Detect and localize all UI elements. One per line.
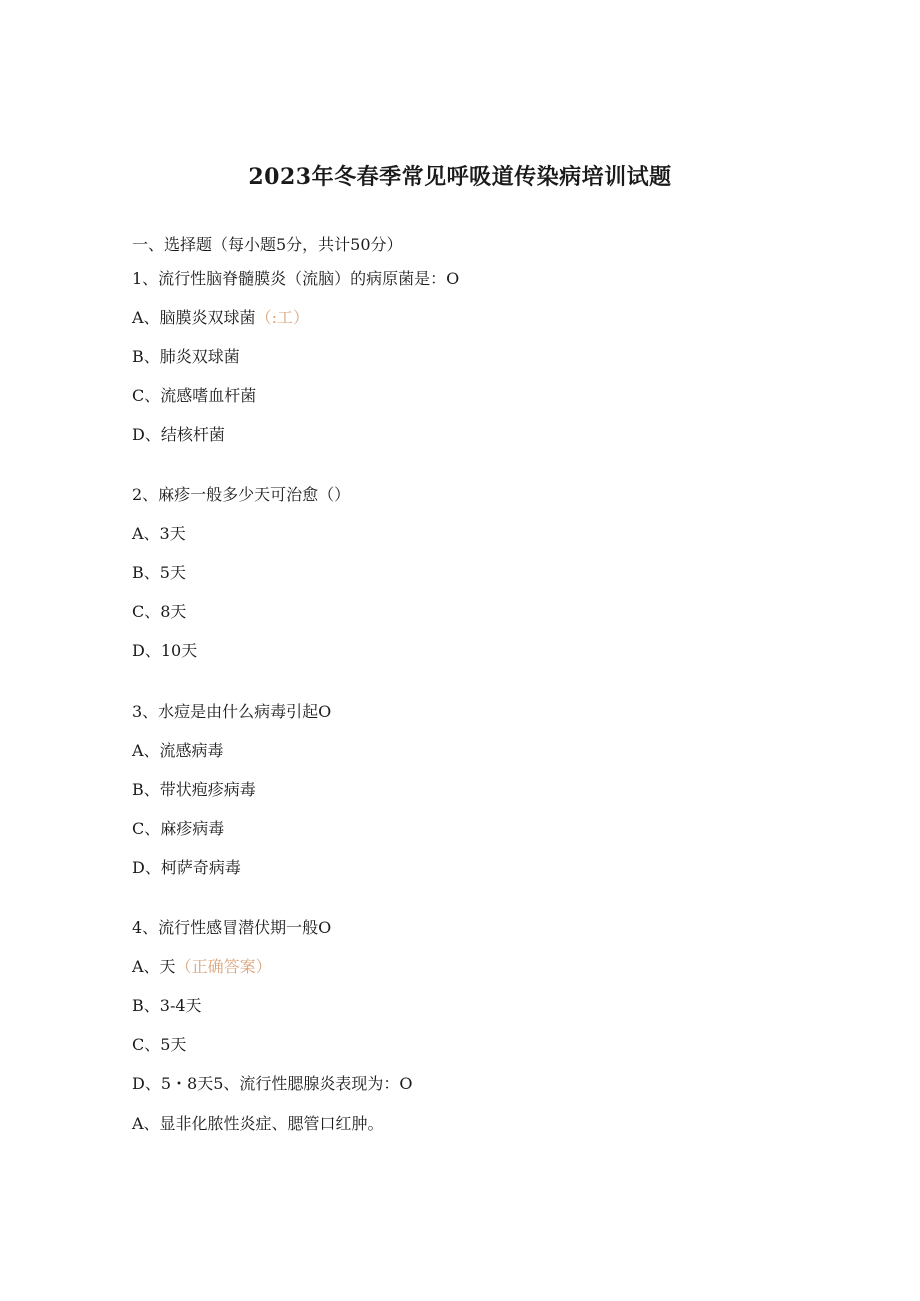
answer-note: （:工） xyxy=(255,308,309,327)
question-2-option-c: C、8天 xyxy=(132,602,187,621)
question-1-option-a xyxy=(132,308,309,328)
question-1-option-c: C、流感嗜血杆菌 xyxy=(132,386,257,405)
section-heading: 一、选择题（每小题5分，共计50分） xyxy=(132,235,403,254)
question-3-option-b: B、带状疱疹病毒 xyxy=(132,780,256,799)
question-4-option-a xyxy=(132,957,272,977)
document-title: 2023年冬春季常见呼吸道传染病培训试题 xyxy=(248,164,672,190)
question-4-option-c: C、5天 xyxy=(132,1035,187,1054)
option-text: A、脑膜炎双球菌 xyxy=(132,308,256,327)
question-3-option-c: C、麻疹病毒 xyxy=(132,819,225,838)
question-4-option-d: D、5・8天5、流行性腮腺炎表现为：O xyxy=(132,1074,413,1093)
question-4-option-b: B、3-4天 xyxy=(132,996,202,1015)
option-text: A、天 xyxy=(132,957,176,976)
answer-note: （正确答案） xyxy=(175,957,272,976)
question-3-option-d: D、柯萨奇病毒 xyxy=(132,858,241,877)
question-1-option-d: D、结核杆菌 xyxy=(132,425,225,444)
question-3-option-a: A、流感病毒 xyxy=(132,741,224,760)
question-2-option-a: A、3天 xyxy=(132,524,186,543)
question-1-stem: 1、流行性脑脊髓膜炎（流脑）的病原菌是：O xyxy=(132,269,460,288)
question-2-stem: 2、麻疹一般多少天可治愈（） xyxy=(132,485,351,504)
question-4-stem: 4、流行性感冒潜伏期一般O xyxy=(132,918,332,937)
question-3-stem: 3、水痘是由什么病毒引起O xyxy=(132,702,332,721)
question-1-option-b: B、肺炎双球菌 xyxy=(132,347,240,366)
question-2-option-d: D、10天 xyxy=(132,641,198,660)
question-2-option-b: B、5天 xyxy=(132,563,186,582)
question-5-option-a: A、显非化脓性炎症、腮管口红肿。 xyxy=(132,1114,384,1133)
